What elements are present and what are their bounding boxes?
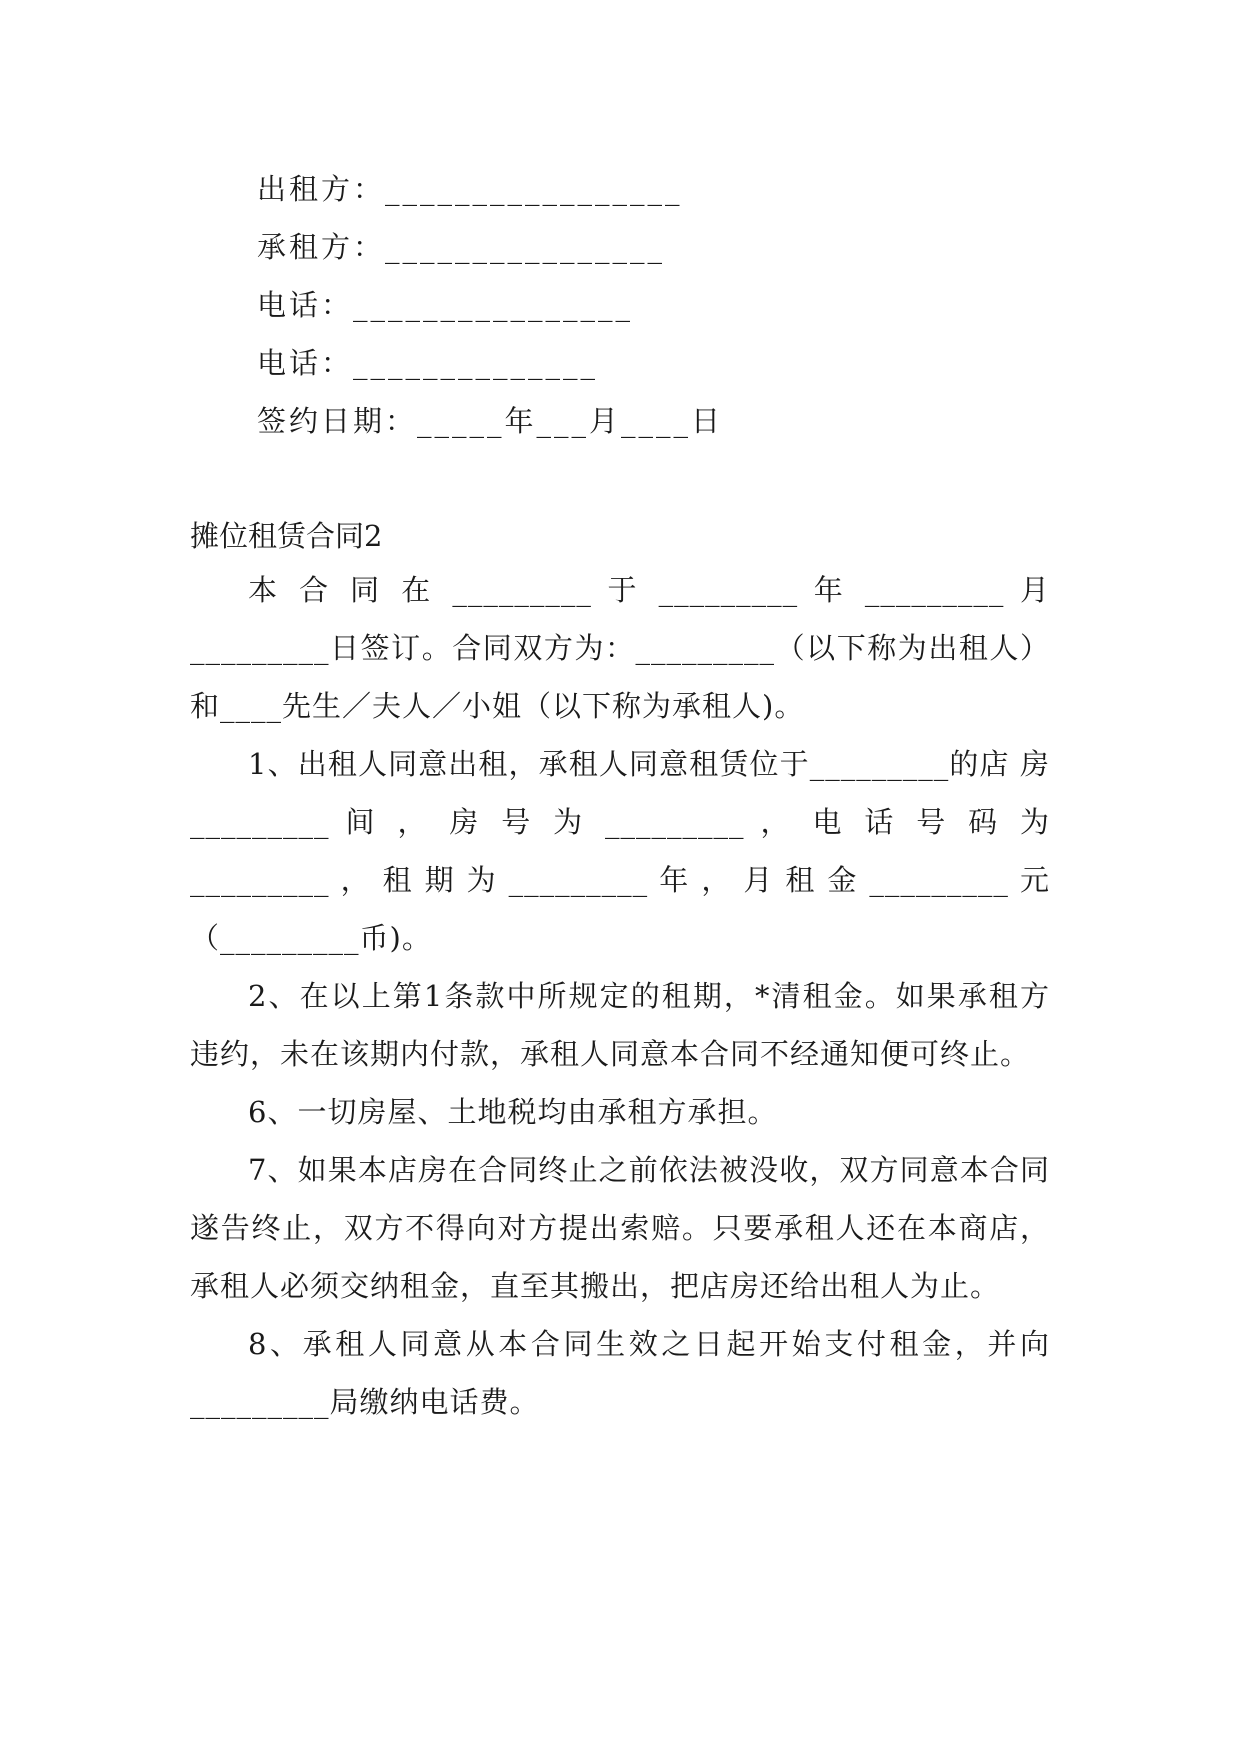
paragraph-clause-1: 1、出租人同意出租，承租人同意租赁位于_________的店 房 _________ 间 ， 房 号 为 _________ ， 电 话 号 码 为 _________ ， 租 期 为 _________ 年 ， 月 租 金 _________ 元（_________币)。 — [190, 747, 1061, 955]
sign-date-line: 签约日期：_____年___月____日 — [257, 404, 724, 438]
paragraph-clause-7: 7、如果本店房在合同终止之前依法被没收，双方同意本合同遂告终止，双方不得向对方提出索赔。只要承租人还在本商店，承租人必须交纳租金，直至其搬出，把店房还给出租人为止。 — [190, 1153, 1050, 1303]
paragraph-clause-8: 8、承租人同意从本合同生效之日起开始支付租金，并向_________局缴纳电话费。 — [190, 1327, 1050, 1419]
contract-body — [190, 561, 1061, 1431]
phone-line-2: 电话：______________ — [257, 346, 599, 380]
paragraph-clause-6: 6、一切房屋、土地税均由承租方承担。 — [248, 1095, 778, 1129]
contract-title: 摊位租赁合同2 — [190, 519, 383, 553]
lessee-line: 承租方：________________ — [257, 230, 666, 264]
paragraph-intro: 本 合 同 在 _________ 于 _________ 年 _________ 月 _________日签订。合同双方为：_________（以下称为出租人）和____先生／夫人／小姐（以下称为承租人)。 — [190, 573, 1061, 723]
phone-line-1: 电话：________________ — [257, 288, 634, 322]
paragraph-clause-2: 2、在以上第1条款中所规定的租期，*清租金。如果承租方违约，未在该期内付款，承租人同意本合同不经通知便可终止。 — [190, 979, 1050, 1071]
lessor-line: 出租方：_________________ — [257, 172, 683, 206]
signature-block — [257, 160, 957, 450]
